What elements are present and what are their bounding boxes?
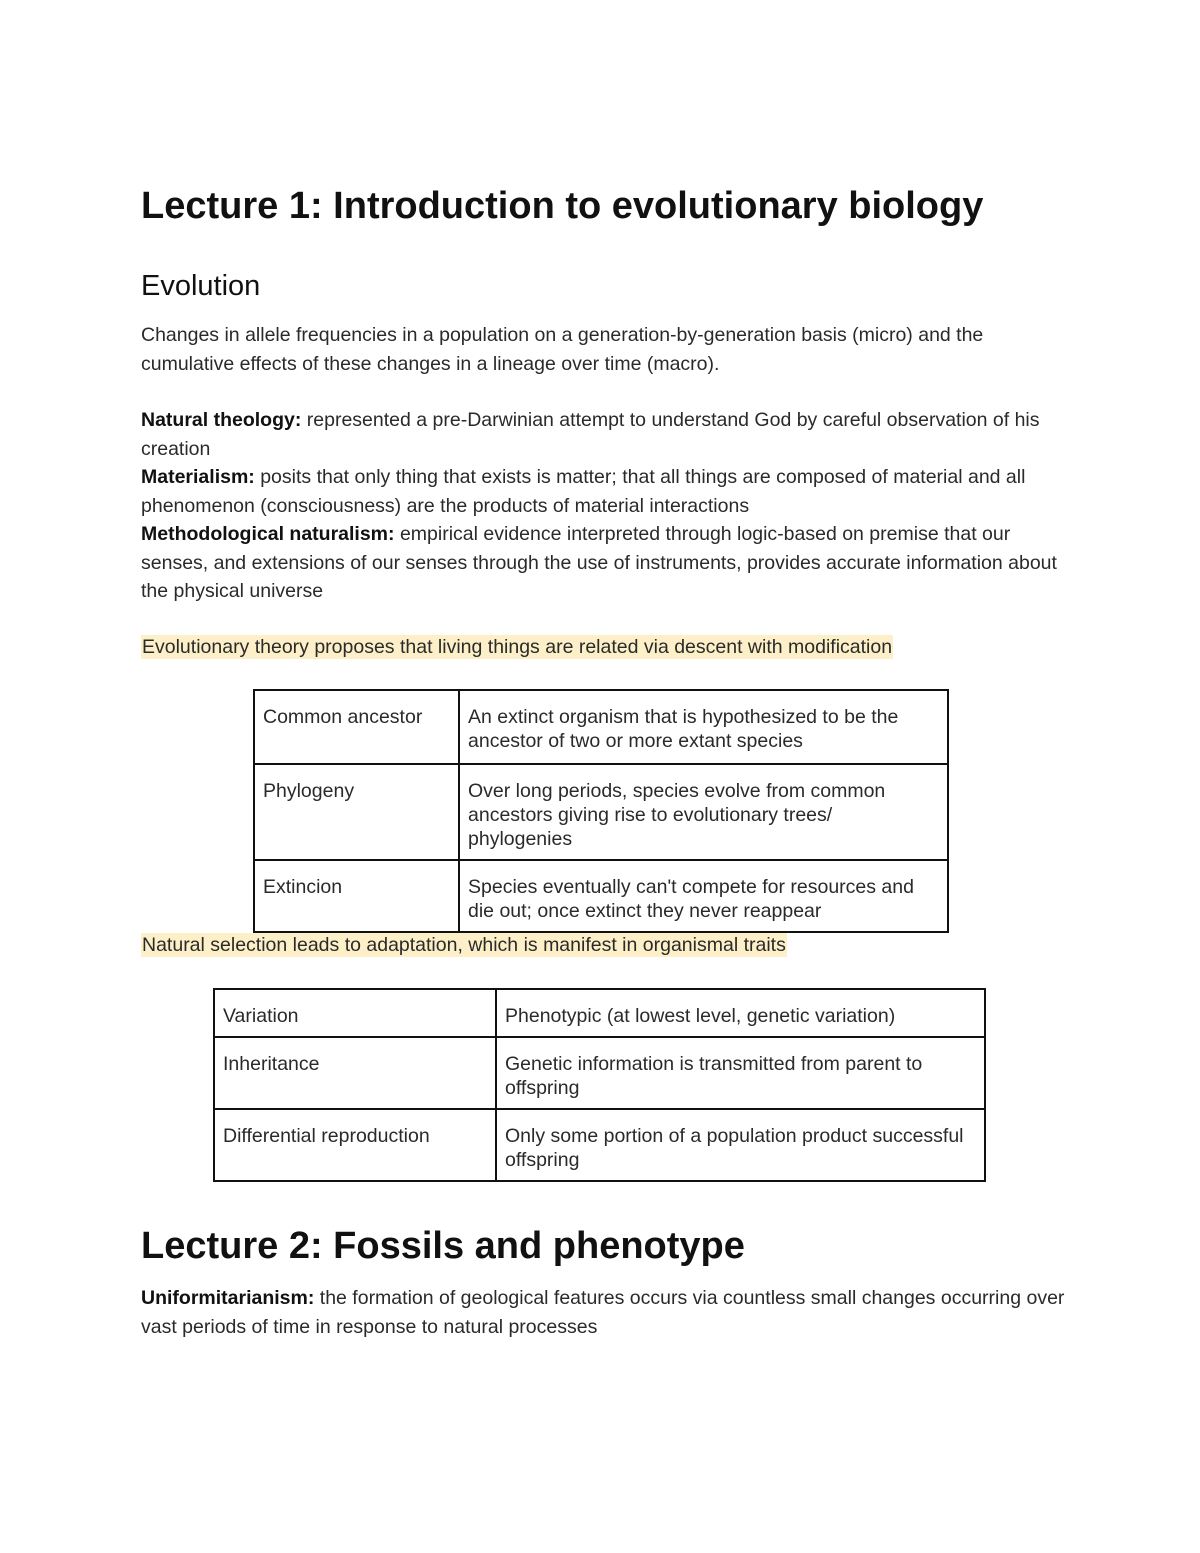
term-materialism [141, 463, 1066, 520]
highlighted-text: Natural selection leads to adaptation, which is manifest in organismal traits [142, 934, 786, 956]
table-cell-definition: Over long periods, species evolve from common ancestors giving rise to evolutionary trees/ phylogenies [459, 764, 948, 860]
table-cell-definition: Phenotypic (at lowest level, genetic variation) [496, 989, 985, 1037]
term-label: Uniformitarianism: [141, 1287, 315, 1309]
table-row [214, 1109, 985, 1181]
table-cell-term: Inheritance [214, 1037, 496, 1109]
term-uniformitarianism [141, 1284, 1066, 1341]
table-cell-term: Extincion [254, 860, 459, 932]
term-label: Materialism: [141, 466, 255, 488]
table-row [254, 690, 948, 764]
term-label: Methodological naturalism: [141, 523, 395, 545]
term-definition: the formation of geological features occurs via countless small changes occurring over vast periods of time in response to natural processes [141, 1287, 1065, 1338]
table-cell-definition: An extinct organism that is hypothesized to be the ancestor of two or more extant species [459, 690, 948, 764]
table-cell-definition: Species eventually can't compete for resources and die out; once extinct they never reappear [459, 860, 948, 932]
table-cell-term: Phylogeny [254, 764, 459, 860]
evolution-definition: Changes in allele frequencies in a population on a generation-by-generation basis (micro) and the cumulative effects of these changes in a lineage over time (macro). [141, 324, 984, 375]
term-natural-theology [141, 406, 1066, 463]
lecture-1-title: Lecture 1: Introduction to evolutionary biology [141, 185, 984, 227]
table-row [214, 1037, 985, 1109]
highlight-natural-selection [141, 932, 787, 959]
term-methodological-naturalism [141, 520, 1066, 606]
term-definition: represented a pre-Darwinian attempt to understand God by careful observation of his creation [141, 409, 1040, 460]
term-label: Natural theology: [141, 409, 302, 431]
natural-selection-table [213, 988, 986, 1182]
table-row [254, 764, 948, 860]
table-row [254, 860, 948, 932]
table-cell-term: Variation [214, 989, 496, 1037]
table-row [214, 989, 985, 1037]
term-definition: posits that only thing that exists is matter; that all things are composed of material and all phenomenon (consciousness) are the products of material interactions [141, 466, 1026, 517]
highlight-descent-with-modification [141, 634, 893, 661]
table-cell-definition: Only some portion of a population product successful offspring [496, 1109, 985, 1181]
descent-terms-table [253, 689, 949, 933]
table-cell-definition: Genetic information is transmitted from parent to offspring [496, 1037, 985, 1109]
table-cell-term: Differential reproduction [214, 1109, 496, 1181]
section-heading-evolution: Evolution [141, 270, 261, 302]
term-definition: empirical evidence interpreted through logic-based on premise that our senses, and extensions of our senses through the use of instruments, provides accurate information about the physical universe [141, 523, 1057, 602]
table-cell-term: Common ancestor [254, 690, 459, 764]
highlighted-text: Evolutionary theory proposes that living things are related via descent with modification [142, 636, 893, 658]
lecture-2-title: Lecture 2: Fossils and phenotype [141, 1225, 745, 1267]
